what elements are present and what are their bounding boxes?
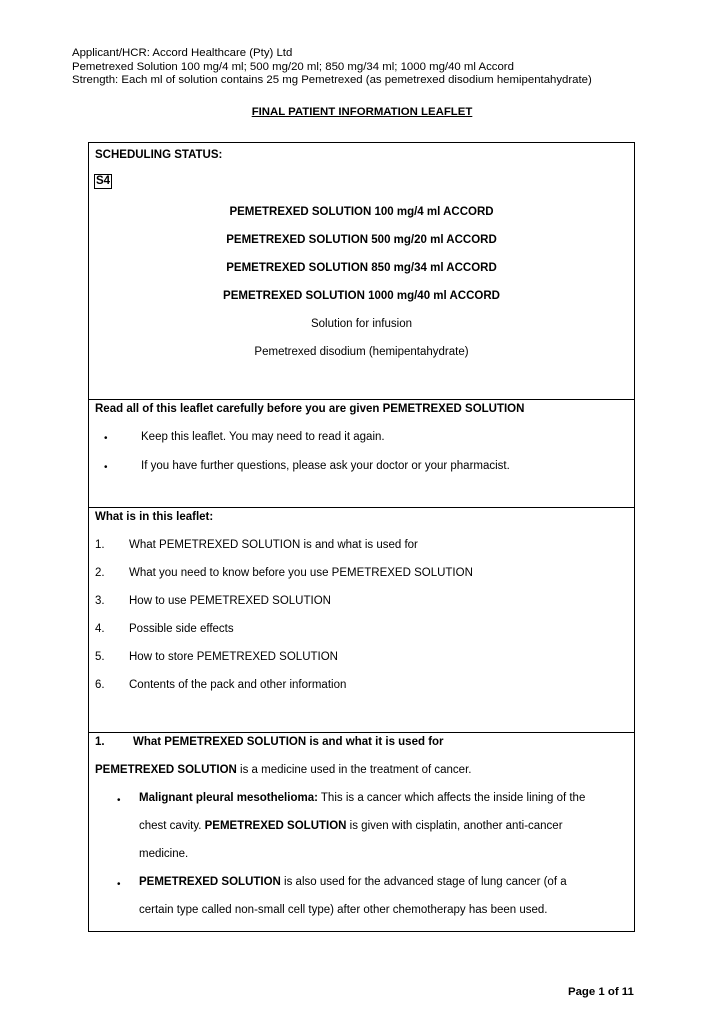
- page-number: Page 1 of 11: [568, 986, 634, 998]
- section-1-number: 1.: [95, 736, 105, 748]
- list-item: What PEMETREXED SOLUTION is and what is used for: [129, 539, 418, 551]
- list-item: How to use PEMETREXED SOLUTION: [129, 595, 331, 607]
- list-item-number: 3.: [95, 595, 105, 607]
- document-header: [72, 47, 592, 88]
- product-name: PEMETREXED SOLUTION 850 mg/34 ml ACCORD: [226, 262, 497, 274]
- bullet-text: Keep this leaflet. You may need to read it again.: [141, 431, 385, 443]
- indication-text: chest cavity.: [139, 820, 205, 832]
- header-strength: Strength: Each ml of solution contains 25 mg Pemetrexed (as pemetrexed disodium hemipentahydrate): [72, 74, 592, 86]
- bullet-text: If you have further questions, please ask your doctor or your pharmacist.: [141, 460, 510, 472]
- leaflet-title: FINAL PATIENT INFORMATION LEAFLET: [251, 106, 473, 118]
- list-item-number: 1.: [95, 539, 105, 551]
- bullet-icon: •: [104, 462, 108, 473]
- list-item: How to store PEMETREXED SOLUTION: [129, 651, 338, 663]
- bullet-text-continued: certain type called non-small cell type) after other chemotherapy has been used.: [139, 904, 548, 916]
- scheduling-box: [88, 142, 635, 400]
- product-name-bold: PEMETREXED SOLUTION: [139, 876, 281, 888]
- section-1-intro: [95, 764, 471, 776]
- indication-text: This is a cancer which affects the inside lining of the: [317, 792, 586, 804]
- contents-box: [88, 507, 635, 733]
- product-name-bold: PEMETREXED SOLUTION: [95, 764, 237, 776]
- read-leaflet-heading: Read all of this leaflet carefully before you are given PEMETREXED SOLUTION: [95, 403, 525, 415]
- list-item-number: 6.: [95, 679, 105, 691]
- list-item-number: 2.: [95, 567, 105, 579]
- list-item: Possible side effects: [129, 623, 234, 635]
- indication-text: is also used for the advanced stage of lung cancer (of a: [280, 876, 567, 888]
- list-item-number: 5.: [95, 651, 105, 663]
- product-name-bold: PEMETREXED SOLUTION: [204, 820, 347, 832]
- scheduling-label: SCHEDULING STATUS:: [95, 149, 223, 161]
- product-name: PEMETREXED SOLUTION 1000 mg/40 ml ACCORD: [223, 290, 500, 302]
- header-applicant: Applicant/HCR: Accord Healthcare (Pty) Ltd: [72, 47, 293, 59]
- read-leaflet-box: [88, 399, 635, 508]
- bullet-text-continued: medicine.: [139, 848, 189, 860]
- list-item: What you need to know before you use PEMETREXED SOLUTION: [129, 567, 473, 579]
- bullet-icon: •: [117, 795, 121, 806]
- list-item-number: 4.: [95, 623, 105, 635]
- indication-title: Malignant pleural mesothelioma:: [139, 792, 318, 804]
- section-1-heading: What PEMETREXED SOLUTION is and what it is used for: [133, 736, 444, 748]
- section-1-box: [88, 732, 635, 932]
- bullet-icon: •: [117, 879, 121, 890]
- active-substance: Pemetrexed disodium (hemipentahydrate): [254, 346, 469, 358]
- bullet-icon: •: [104, 433, 108, 444]
- product-name: PEMETREXED SOLUTION 500 mg/20 ml ACCORD: [226, 234, 497, 246]
- bullet-text-continued: [139, 820, 563, 832]
- list-item: Contents of the pack and other information: [129, 679, 347, 691]
- contents-heading: What is in this leaflet:: [95, 511, 214, 523]
- dosage-form: Solution for infusion: [310, 318, 412, 330]
- bullet-text: [139, 876, 567, 888]
- indication-text: is given with cisplatin, another anti-cancer: [346, 820, 563, 832]
- product-name: PEMETREXED SOLUTION 100 mg/4 ml ACCORD: [229, 206, 494, 218]
- schedule-status-badge: S4: [96, 175, 111, 187]
- header-product: Pemetrexed Solution 100 mg/4 ml; 500 mg/20 ml; 850 mg/34 ml; 1000 mg/40 ml Accord: [72, 60, 514, 73]
- intro-text: is a medicine used in the treatment of cancer.: [236, 764, 472, 776]
- bullet-text: [139, 792, 585, 804]
